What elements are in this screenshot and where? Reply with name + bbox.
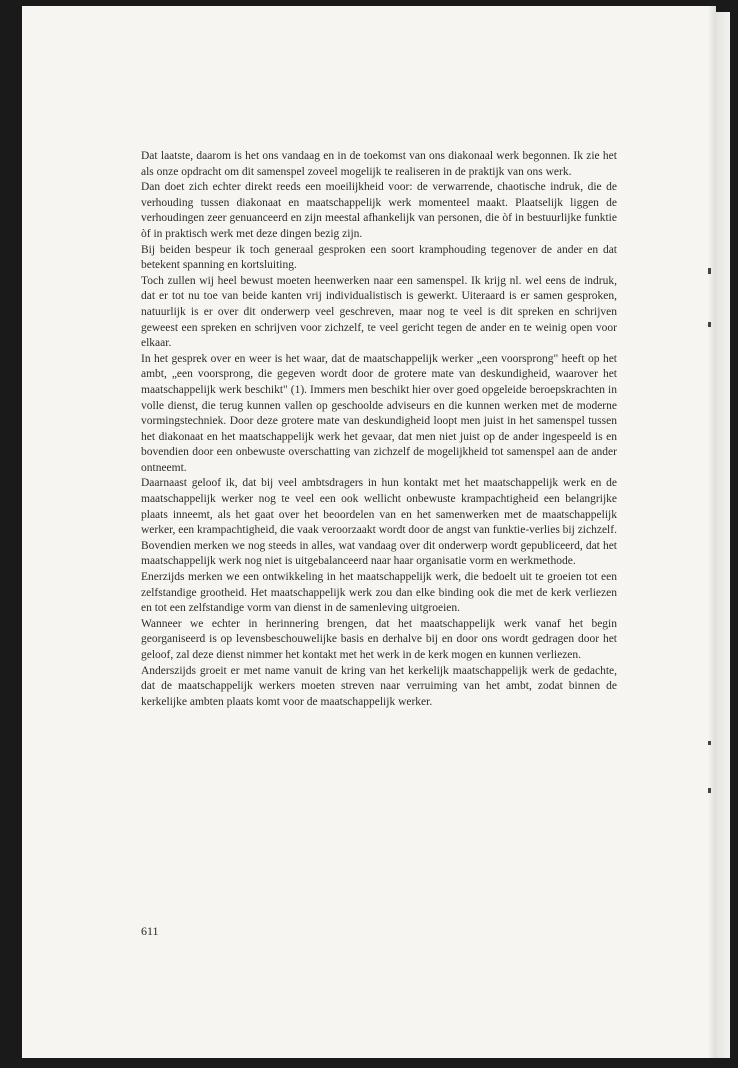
body-text: [141, 149, 617, 710]
paragraph-3: Bij beiden bespeur ik toch generaal gesproken een soort kramphouding tegenover de ander en dat betekent spanning en kortsluiting.: [141, 243, 617, 272]
next-page-strip: [716, 12, 730, 1058]
book-page: [22, 6, 716, 1058]
paragraph-8: Enerzijds merken we een ontwikkeling in het maatschappelijk werk, die bedoelt uit te groeien tot een zelfstandige grootheid. Het maatschappelijk werk zou dan elke binding ook die met de kerk verliezen en tot een zelfstandige vorm van dienst in de samenleving uitgroeien.: [141, 571, 617, 615]
scan-mark: [708, 322, 711, 327]
page-number: 611: [141, 924, 159, 938]
scan-mark: [708, 741, 711, 745]
paragraph-10: Anderszijds groeit er met name vanuit de kring van het kerkelijk maatschappelijk werk de gedachte, dat de maatschappelijk werkers moeten streven naar verruiming van het ambt, zodat binnen de kerkelijke ambten plaats komt voor de maatschappelijk werker.: [141, 664, 617, 708]
paragraph-6: Daarnaast geloof ik, dat bij veel ambtsdragers in hun kontakt met het maatschappelijk werk en de maatschappelijk werker nog te veel een ook wellicht onbewuste krampachtigheid een belangrijke plaats inneemt, als het gaat over het beoordelen van en het samenwerken met de maatschappelijk werker, een krampachtigheid, die vaak veroorzaakt wordt door de angst van funktie-verlies bij zichzelf.: [141, 477, 617, 537]
paragraph-1: Dat laatste, daarom is het ons vandaag en in de toekomst van ons diakonaal werk begonnen. Ik zie het als onze opdracht om dit samenspel zoveel mogelijk te realiseren in de praktijk van ons werk.: [141, 150, 617, 178]
paragraph-5: In het gesprek over en weer is het waar, dat de maatschappelijk werker „een voorsprong" heeft op het ambt, „een voorsprong, die gegeven wordt door de grotere mate van deskundigheid, waarover het maatschappelijk werk beschikt" (1). Immers men beschikt hier over goed opgeleide beroepskrachten in volle dienst, die terug kunnen vallen op geschoolde adviseurs en die kunnen werken met de moderne vormingstechniek. Door deze grotere mate van deskundigheid loopt men juist in het samenspel tussen het diakonaat en het maatschappelijk werk het gevaar, dat men niet juist op de ander ingespeeld is en bovendien door een onbewuste overschatting van zichzelf de mogelijkheid tot samenspel aan de ander ontneemt.: [141, 352, 617, 474]
page-edge-shadow: [708, 6, 716, 1058]
paragraph-4: Toch zullen wij heel bewust moeten heenwerken naar een samenspel. Ik krijg nl. wel eens de indruk, dat er tot nu toe van beide kanten vrij individualistisch is gewerkt. Uiteraard is er samen gesproken, natuurlijk is er over dit onderwerp veel geschreven, maar nog te veel is dit spreken en schrijven geweest een spreken en schrijven voor zichzelf, te veel gericht tegen de ander en te weinig open voor elkaar.: [141, 274, 617, 350]
scan-mark: [708, 268, 711, 274]
paragraph-7: Bovendien merken we nog steeds in alles, wat vandaag over dit onderwerp wordt gepubliceerd, dat het maatschappelijk werk nog niet is uitgebalanceerd naar haar organisatie vorm en werkmethode.: [141, 539, 617, 568]
paragraph-9: Wanneer we echter in herinnering brengen, dat het maatschappelijk werk vanaf het begin georganiseerd is op levensbeschouwelijke basis en derhalve bij en door ons wordt gedragen door het geloof, zal deze dienst nimmer het kontakt met het werk in de kerk mogen en kunnen verliezen.: [141, 617, 617, 661]
paragraph-2: Dan doet zich echter direkt reeds een moeilijkheid voor: de verwarrende, chaotische indruk, die de verhouding tussen diakonaat en maatschappelijk werk momenteel maakt. Plaatselijk liggen de verhoudingen zeer genuanceerd en zijn meestal afhankelijk van personen, die òf in bestuurlijke funktie òf in praktisch werk met deze dingen bezig zijn.: [141, 181, 617, 240]
scan-mark: [708, 788, 711, 793]
